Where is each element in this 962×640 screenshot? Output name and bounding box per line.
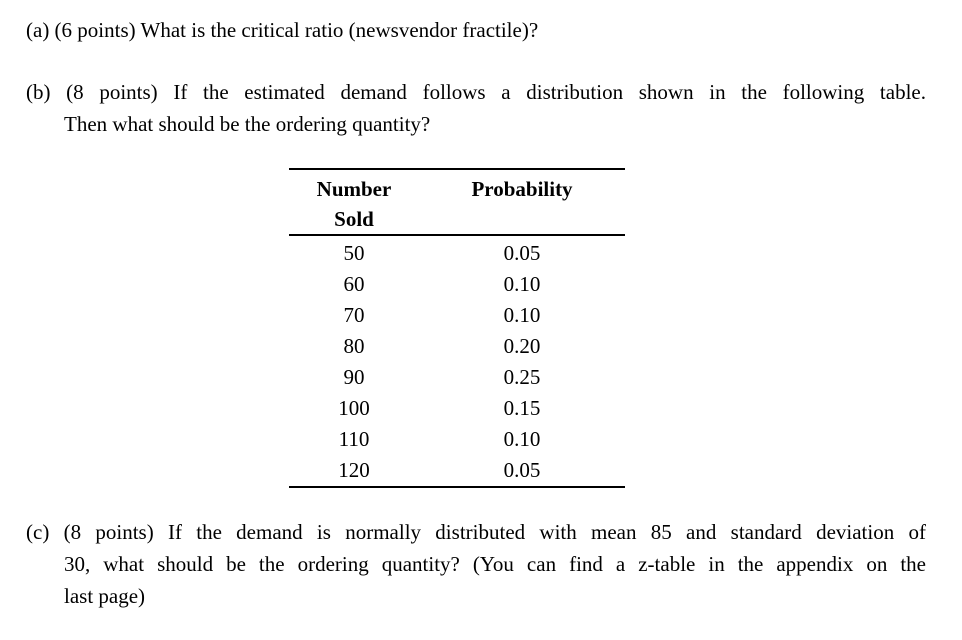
cell-probability: 0.15 xyxy=(503,396,541,420)
cell-probability: 0.20 xyxy=(503,334,541,358)
header-probability: Probability xyxy=(471,177,573,201)
table-row xyxy=(289,455,625,487)
table-row xyxy=(289,300,625,331)
demand-distribution-table xyxy=(289,168,625,488)
header-number-sold-line2: Sold xyxy=(334,207,374,231)
table-row xyxy=(289,331,625,362)
question-b xyxy=(26,76,926,140)
question-b-line2: Then what should be the ordering quantity? xyxy=(64,112,431,136)
cell-sold: 60 xyxy=(343,272,365,296)
table-row xyxy=(289,393,625,424)
cell-probability: 0.05 xyxy=(503,458,541,482)
question-c-line3: last page) xyxy=(64,584,146,608)
cell-sold: 110 xyxy=(338,427,370,451)
question-c xyxy=(26,516,926,612)
question-a xyxy=(26,14,926,46)
cell-sold: 70 xyxy=(343,303,365,327)
cell-probability: 0.10 xyxy=(503,272,541,296)
cell-probability: 0.05 xyxy=(503,241,541,265)
question-b-line1: (b) (8 points) If the estimated demand follows a distribution shown in the following table. xyxy=(26,80,926,104)
question-c-line2: 30, what should be the ordering quantity? (You can find a z-table in the appendix on the xyxy=(64,552,926,576)
cell-sold: 100 xyxy=(338,396,370,420)
table-row xyxy=(289,424,625,455)
table-header-row xyxy=(289,169,625,235)
cell-sold: 90 xyxy=(343,365,365,389)
question-c-line1: (c) (8 points) If the demand is normally distributed with mean 85 and standard deviation of xyxy=(26,520,926,544)
cell-probability: 0.25 xyxy=(503,365,541,389)
cell-sold: 50 xyxy=(343,241,365,265)
question-a-text: (a) (6 points) What is the critical ratio (newsvendor fractile)? xyxy=(26,18,539,42)
table-row xyxy=(289,235,625,269)
cell-sold: 120 xyxy=(338,458,370,482)
header-number-sold-line1: Number xyxy=(316,177,392,201)
table-row xyxy=(289,362,625,393)
table-row xyxy=(289,269,625,300)
cell-probability: 0.10 xyxy=(503,303,541,327)
cell-sold: 80 xyxy=(343,334,365,358)
cell-probability: 0.10 xyxy=(503,427,541,451)
header-number-sold xyxy=(289,169,419,235)
